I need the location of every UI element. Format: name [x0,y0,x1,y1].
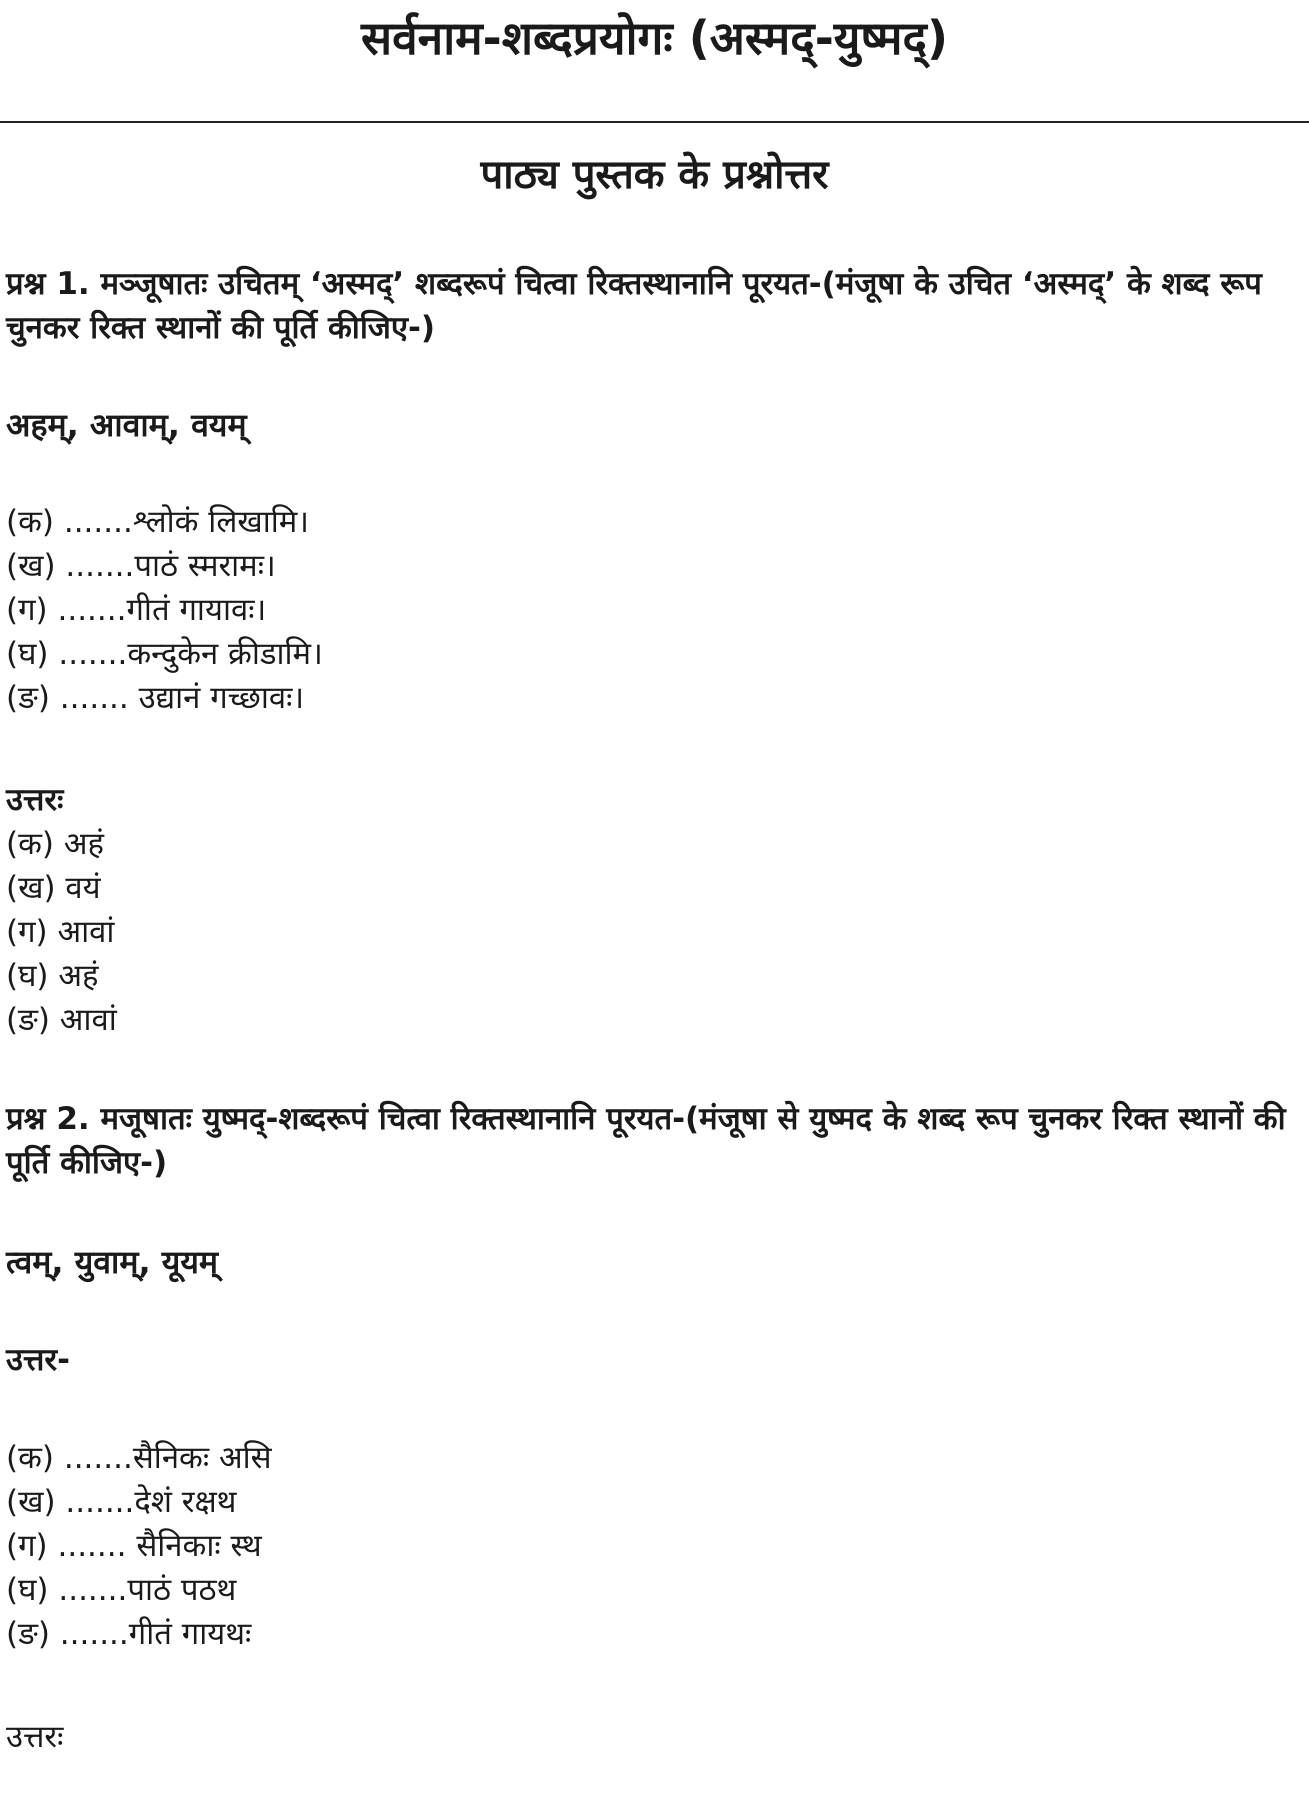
answer-item: (ङ) आवां [6,1002,117,1038]
question-1-items [6,500,1296,720]
list-item: (क) .......सैनिकः असि [6,1440,272,1476]
list-item: (क) .......श्लोकं लिखामि। [6,504,310,540]
question-1-text: प्रश्न 1. मञ्जूषातः उचितम् ‘अस्मद्’ शब्दरूपं चित्वा रिक्तस्थानानि पूरयत-(मंजूषा के उचित ‘अस्मद्’ के शब्द रूप चुनकर रिक्त स्थानों की पूर्ति कीजिए-) [6,266,1262,346]
page-title: सर्वनाम-शब्दप्रयोगः (अस्मद्-युष्मद्) [361,11,948,65]
list-item: (ग) ....... सैनिकाः स्थ [6,1528,262,1564]
question-2-answer-label-2: उत्तरः [6,1719,64,1755]
list-item: (ङ) ....... उद्यानं गच्छावः। [6,680,305,716]
section-subtitle: पाठ्य पुस्तक के प्रश्नोत्तर [480,152,829,198]
answer-item: (ख) वयं [6,870,101,906]
question-2-options: त्वम्, युवाम्, यूयम् [6,1243,219,1281]
title-divider [0,121,1309,123]
question-1-answers [6,822,1296,1042]
answer-item: (क) अहं [6,826,104,862]
question-2-text: प्रश्न 2. मजूषातः युष्मद्-शब्दरूपं चित्वा रिक्तस्थानानि पूरयत-(मंजूषा से युष्मद के शब्द रूप चुनकर रिक्त स्थानों की पूर्ति कीजिए-) [6,1101,1286,1181]
list-item: (ख) .......देशं रक्षथ [6,1484,237,1520]
list-item: (ख) .......पाठं स्मरामः। [6,548,276,584]
list-item: (ग) .......गीतं गायावः। [6,592,267,628]
question-1-answer-label: उत्तरः [6,782,64,818]
question-1-options: अहम्, आवाम्, वयम् [6,406,247,444]
list-item: (घ) .......पाठं पठथ [6,1572,237,1608]
answer-item: (ग) आवां [6,914,115,950]
question-2-answer-label: उत्तर- [6,1342,70,1378]
answer-item: (घ) अहं [6,958,99,994]
list-item: (घ) .......कन्दुकेन क्रीडामि। [6,636,323,672]
list-item: (ङ) .......गीतं गायथः [6,1616,252,1652]
question-2-items [6,1436,1296,1656]
